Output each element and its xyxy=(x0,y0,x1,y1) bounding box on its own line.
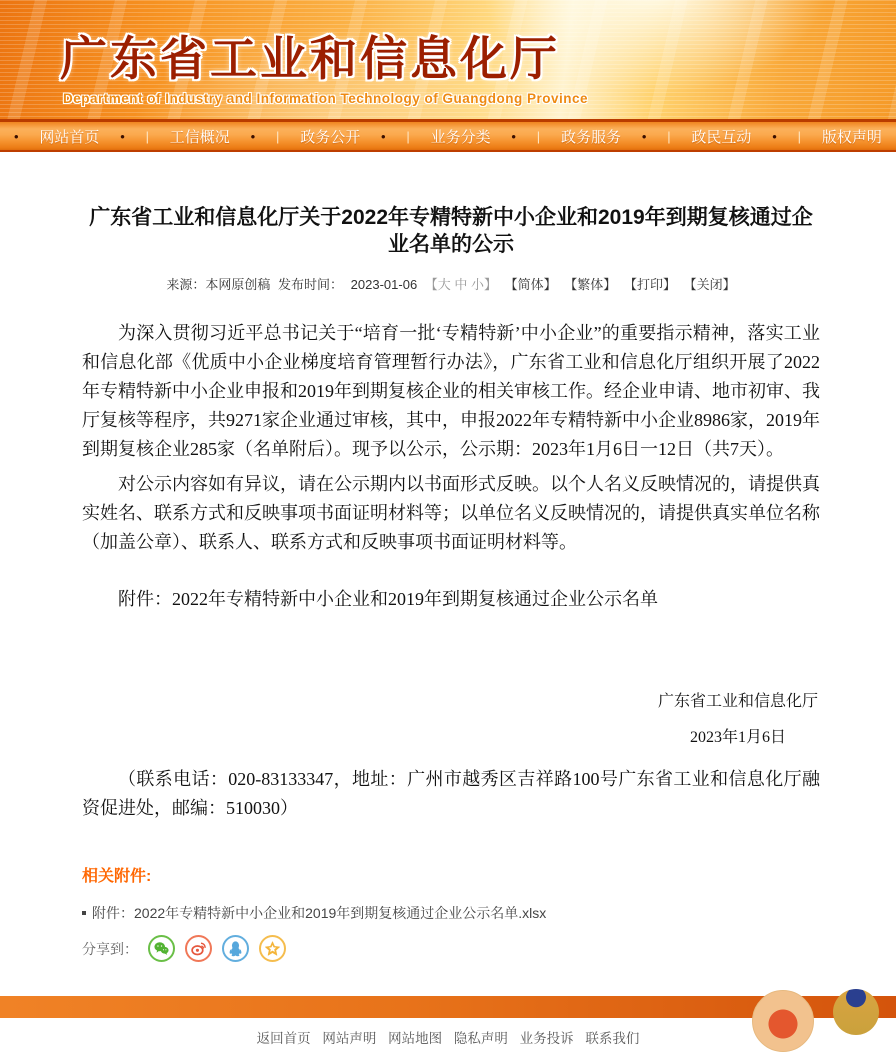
qq-share-icon[interactable] xyxy=(222,935,249,962)
nav-dot-icon: • xyxy=(772,128,777,144)
share-label: 分享到： xyxy=(82,940,138,957)
attachment-line: 附件：2022年专精特新中小企业和2019年到期复核通过企业公示名单 xyxy=(118,589,658,609)
nav-dot-icon: • xyxy=(120,128,125,144)
nav-item-interaction[interactable]: 政民互动 xyxy=(691,128,752,146)
traditional-button[interactable]: 【繁体】 xyxy=(564,277,617,292)
share-row xyxy=(82,935,820,962)
nav-dot-icon: • xyxy=(250,128,256,144)
related-attachments-heading: 相关附件: xyxy=(82,868,152,885)
article-paragraph-2: 对公示内容如有异议，请在公示期内以书面形式反映。以个人名义反映情况的，请提供真实姓名、联系方式和反映事项书面证明材料等；以单位名义反映情况的，请提供真实单位名称（加盖公章）、联系人、联系方式和反映事项书面证明材料等。 xyxy=(82,474,820,552)
article-container xyxy=(0,204,896,996)
close-button[interactable]: 【关闭】 xyxy=(683,277,736,292)
contact-info: （联系电话：020-83133347，地址：广州市越秀区吉祥路100号广东省工业和信息化厅融资促进处，邮编：510030） xyxy=(82,769,820,818)
nav-item-services[interactable]: 政务服务 xyxy=(561,128,622,146)
nav-separator: | xyxy=(406,128,410,144)
nav-item-overview[interactable]: 工信概况 xyxy=(169,128,230,146)
nav-dot-icon: • xyxy=(14,128,19,144)
print-button[interactable]: 【打印】 xyxy=(623,277,676,292)
nav-separator: | xyxy=(536,128,541,144)
related-attachment-item xyxy=(82,903,820,923)
nav-item-copyright[interactable]: 版权声明 xyxy=(821,128,882,146)
weibo-share-icon[interactable] xyxy=(185,935,212,962)
footer-link-contact[interactable]: 联系我们 xyxy=(585,1031,640,1046)
footer-link-sitemap[interactable]: 网站地图 xyxy=(388,1031,443,1046)
nav-item-home[interactable]: 网站首页 xyxy=(39,128,100,146)
wechat-share-icon[interactable] xyxy=(148,935,175,962)
footer-link-privacy[interactable]: 隐私声明 xyxy=(453,1031,508,1046)
article-paragraph-1: 为深入贯彻习近平总书记关于“培育一批‘专精特新’中小企业”的重要指示精神，落实工业和信息化部《优质中小企业梯度培育管理暂行办法》，广东省工业和信息化厅组织开展了2022年专精特新中小企业申报和2019年到期复核企业的相关审核工作。经企业申请、地市初审、我厅复核等程序，共9271家企业通过审核，其中，申报2022年专精特新中小企业8986家，2019年到期复核企业285家（名单附后）。现予以公示，公示期：2023年1月6日一12日（共7天）。 xyxy=(82,323,820,459)
footer-link-complaints[interactable]: 业务投诉 xyxy=(519,1031,574,1046)
nav-separator: | xyxy=(797,128,801,144)
meta-source: 来源：本网原创稿 xyxy=(166,277,271,292)
nav-dot-icon: • xyxy=(641,128,647,144)
footer-link-site-statement[interactable]: 网站声明 xyxy=(322,1031,377,1046)
nav-separator: | xyxy=(275,128,280,144)
article-title: 广东省工业和信息化厅关于2022年专精特新中小企业和2019年到期复核通过企业名单的公示 xyxy=(89,206,813,256)
signature-organization: 广东省工业和信息化厅 xyxy=(657,693,818,710)
police-registration-badge[interactable] xyxy=(833,989,879,1035)
meta-pubtime-label: 发布时间： xyxy=(278,277,344,292)
bullet-icon xyxy=(82,911,86,915)
main-nav xyxy=(0,122,896,152)
nav-dot-icon: • xyxy=(511,128,516,144)
signature-block xyxy=(82,688,820,747)
meta-pubtime-value: 2023-01-06 xyxy=(350,277,418,292)
nav-item-gov-disclosure[interactable]: 政务公开 xyxy=(300,128,361,146)
site-subtitle-en: Department of Industry and Information Technology of Guangdong Province xyxy=(63,91,589,106)
footer-link-home[interactable]: 返回首页 xyxy=(256,1031,311,1046)
signature-date: 2023年1月6日 xyxy=(689,729,786,746)
site-banner xyxy=(0,0,896,122)
site-title: 广东省工业和信息化厅 xyxy=(60,32,560,85)
article-meta xyxy=(82,274,820,293)
simplified-button[interactable]: 【简体】 xyxy=(504,277,557,292)
qzone-share-icon[interactable] xyxy=(259,935,286,962)
nav-separator: | xyxy=(145,128,149,144)
gov-emblem-badge[interactable] xyxy=(752,990,814,1052)
font-size-buttons[interactable]: 【大 中 小】 xyxy=(424,277,498,292)
nav-item-business[interactable]: 业务分类 xyxy=(430,128,491,146)
nav-dot-icon: • xyxy=(381,128,386,144)
nav-separator: | xyxy=(667,128,671,144)
attachment-download-link[interactable]: 附件：2022年专精特新中小企业和2019年到期复核通过企业公示名单.xlsx xyxy=(92,905,547,921)
